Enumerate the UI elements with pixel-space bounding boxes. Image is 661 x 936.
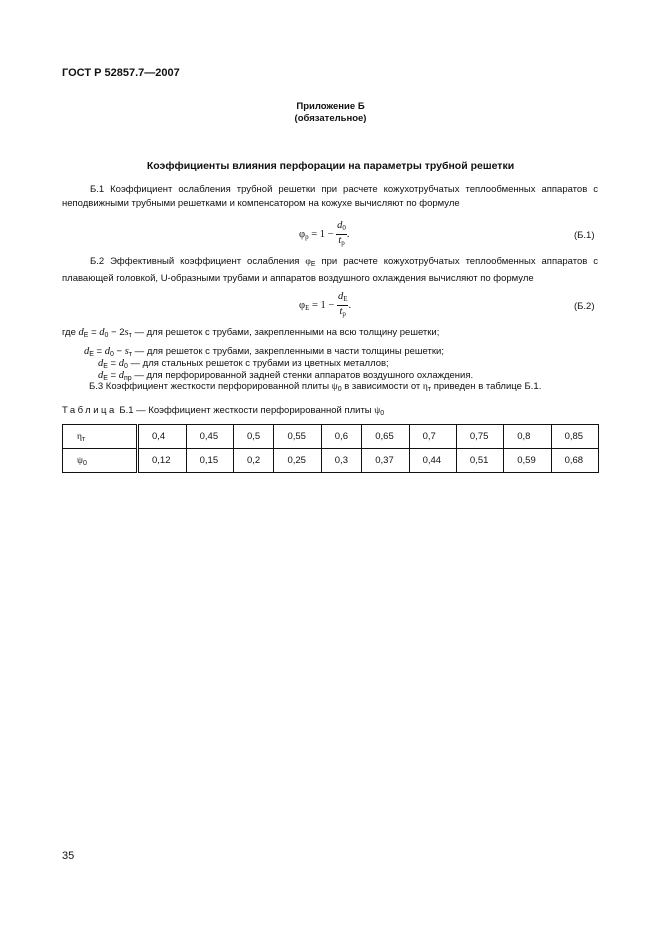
table-cell: 0,37 bbox=[362, 449, 409, 473]
where-line-3 bbox=[98, 358, 389, 370]
w4-eq: = bbox=[107, 370, 119, 381]
table-cell: 0,3 bbox=[321, 449, 361, 473]
table-cell: 0,8 bbox=[504, 425, 551, 449]
where-line-2 bbox=[84, 346, 444, 358]
eq1-rhs: = 1 − bbox=[308, 228, 337, 240]
table-cell: 0,4 bbox=[138, 425, 187, 449]
eq1-lhs-sub: р bbox=[305, 232, 309, 241]
w1-c: s bbox=[124, 327, 129, 338]
row-head-sub: 0 bbox=[82, 459, 87, 467]
w3-text: — для стальных решеток с трубами из цветных металлов; bbox=[127, 358, 389, 369]
w1-op: − 2 bbox=[108, 327, 125, 338]
w2-b: d bbox=[104, 346, 110, 357]
eq2-den-sub: p bbox=[342, 310, 346, 318]
eq1-num: d bbox=[337, 220, 343, 231]
table-cell: 0,5 bbox=[233, 425, 273, 449]
equation-b2 bbox=[299, 291, 351, 320]
table-row bbox=[63, 425, 599, 449]
w3-b: d bbox=[118, 358, 124, 369]
eq2-fraction bbox=[337, 291, 352, 320]
section-title: Коэффициенты влияния перфорации на параметры трубной решетки bbox=[146, 160, 515, 172]
coefficient-table bbox=[62, 424, 599, 473]
w2-c: s bbox=[124, 346, 129, 357]
row-head-symbol: ψ bbox=[77, 455, 83, 466]
eq1-lhs: φ bbox=[299, 228, 306, 240]
table-cell: 0,65 bbox=[362, 425, 409, 449]
eq2-den: t bbox=[339, 306, 343, 317]
eq2-rhs: = 1 − bbox=[309, 299, 337, 311]
p2-text-a: Б.2 Эффективный коэффициент ослабления bbox=[90, 256, 306, 267]
equation-b1 bbox=[299, 220, 350, 249]
eq2-tail: . bbox=[348, 299, 352, 311]
w3-a-sub: E bbox=[103, 363, 108, 370]
w1-b: d bbox=[99, 327, 105, 338]
p3-symbol2-sub: т bbox=[427, 386, 432, 393]
w2-b-sub: 0 bbox=[110, 351, 114, 358]
table-row bbox=[63, 449, 599, 473]
table-cell: 0,51 bbox=[456, 449, 503, 473]
row-head-sub: т bbox=[81, 435, 86, 443]
p3-symbol: ψ bbox=[331, 382, 338, 392]
row-head-symbol: η bbox=[77, 431, 82, 442]
appendix-status: (обязательное) bbox=[294, 113, 367, 124]
table-caption-rest: Б.1 — Коэффициент жесткости перфорированной плиты bbox=[116, 405, 375, 416]
document-header: ГОСТ Р 52857.7—2007 bbox=[62, 67, 180, 79]
w1-b-sub: 0 bbox=[104, 332, 109, 339]
eq2-lhs: φ bbox=[299, 299, 306, 311]
equation-number-b2: (Б.2) bbox=[574, 301, 595, 312]
w3-a: d bbox=[98, 358, 104, 369]
eq2-num-sub: E bbox=[343, 295, 348, 303]
w1-c-sub: т bbox=[128, 332, 132, 339]
w2-eq: = bbox=[93, 346, 105, 357]
p3-text-a: Б.3 Коэффициент жесткости перфорированной плиты bbox=[89, 381, 332, 392]
table-caption-symbol-sub: 0 bbox=[380, 410, 385, 417]
where-pre: где bbox=[62, 327, 79, 338]
table-cell: 0,25 bbox=[274, 449, 321, 473]
eq1-num-sub: 0 bbox=[342, 224, 346, 232]
eq2-num: d bbox=[337, 291, 344, 302]
w4-b-sub: пр bbox=[124, 375, 132, 382]
w4-text: — для перфорированной задней стенки аппаратов воздушного охлаждения. bbox=[131, 370, 474, 381]
w2-op: − bbox=[113, 346, 125, 357]
row-header-psi bbox=[63, 449, 138, 473]
table-cell: 0,55 bbox=[274, 425, 321, 449]
table-cell: 0,7 bbox=[409, 425, 456, 449]
row-header-eta bbox=[63, 425, 138, 449]
table-cell: 0,75 bbox=[456, 425, 503, 449]
paragraph-b2 bbox=[62, 255, 598, 286]
table-cell: 0,59 bbox=[504, 449, 551, 473]
table-cell: 0,15 bbox=[186, 449, 233, 473]
table-cell: 0,6 bbox=[321, 425, 361, 449]
w2-text: — для решеток с трубами, закрепленными в части толщины решетки; bbox=[132, 346, 444, 357]
eq1-tail: . bbox=[346, 228, 350, 240]
eq2-lhs-sub: E bbox=[305, 303, 310, 312]
table-cell: 0,45 bbox=[186, 425, 233, 449]
eq1-den-sub: p bbox=[341, 239, 345, 247]
where-line-1 bbox=[62, 327, 439, 339]
w1-a-sub: E bbox=[83, 332, 89, 339]
eq1-fraction bbox=[336, 220, 347, 249]
w3-b-sub: 0 bbox=[124, 363, 128, 370]
table-cell: 0,85 bbox=[551, 425, 598, 449]
paragraph-b3 bbox=[89, 381, 541, 393]
w2-a-sub: E bbox=[89, 351, 94, 358]
w1-eq: = bbox=[88, 327, 100, 338]
equation-number-b1: (Б.1) bbox=[574, 230, 595, 241]
w1-a: d bbox=[78, 327, 84, 338]
p3-symbol2: η bbox=[422, 382, 428, 392]
table-cell: 0,68 bbox=[551, 449, 598, 473]
w4-b: d bbox=[118, 370, 124, 381]
table-cell: 0,2 bbox=[233, 449, 273, 473]
table-caption bbox=[62, 405, 384, 417]
table-cell: 0,12 bbox=[138, 449, 187, 473]
w1-text: — для решеток с трубами, закрепленными на всю толщину решетки; bbox=[131, 327, 440, 338]
w2-a: d bbox=[84, 346, 90, 357]
p3-text-c: приведен в таблице Б.1. bbox=[431, 381, 542, 392]
w2-c-sub: т bbox=[128, 351, 133, 358]
eq1-den: t bbox=[338, 235, 342, 246]
table-caption-symbol: ψ bbox=[374, 406, 381, 416]
appendix-title: Приложение Б bbox=[296, 101, 365, 112]
w4-a-sub: E bbox=[103, 375, 108, 382]
w3-eq: = bbox=[107, 358, 119, 369]
table-cell: 0,44 bbox=[409, 449, 456, 473]
p3-symbol-sub: 0 bbox=[337, 386, 342, 393]
paragraph-b1: Б.1 Коэффициент ослабления трубной решетки при расчете кожухотрубчатых теплообменных аппаратов с неподвижными трубными решетками и компенсатором на кожухе вычисляют по формуле bbox=[62, 184, 598, 209]
table-caption-word: Таблица bbox=[62, 405, 117, 416]
p2-symbol: φ bbox=[305, 257, 311, 267]
page-number: 35 bbox=[62, 850, 75, 862]
p3-text-b: в зависимости от bbox=[341, 381, 423, 392]
p2-text-b: при расчете кожухотрубчатых теплообменных аппаратов с плавающей головкой, U-образными трубами и аппаратов воздушного охлаждения вычисляют по формуле bbox=[62, 256, 599, 284]
w4-a: d bbox=[98, 370, 104, 381]
p2-symbol-sub: E bbox=[310, 261, 316, 268]
